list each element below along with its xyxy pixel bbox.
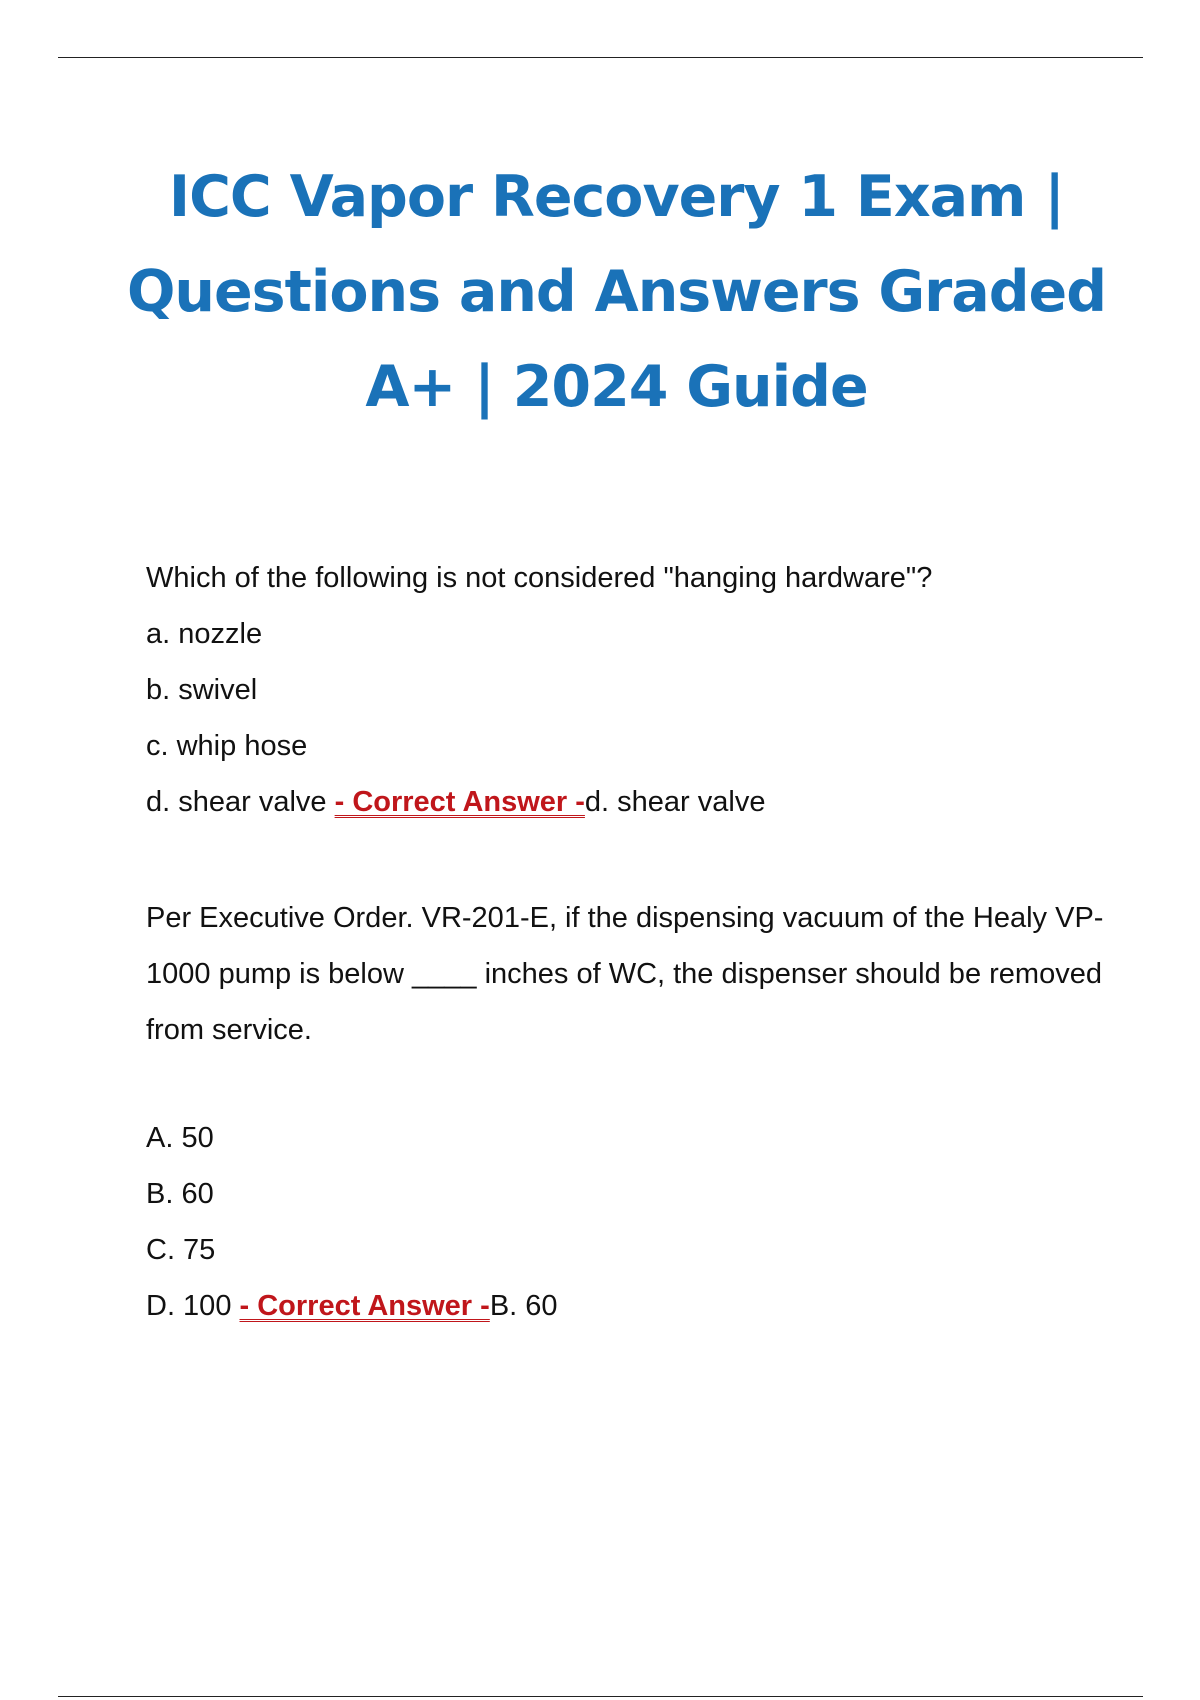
answer-option: b. swivel <box>146 674 258 706</box>
answer-option: C. 75 <box>146 1234 216 1266</box>
correct-answer-value: d. shear valve <box>584 786 766 818</box>
answer-option: c. whip hose <box>146 730 308 762</box>
bottom-divider <box>58 1696 1143 1697</box>
question-prompt: Per Executive Order. VR-201-E, if the dispensing vacuum of the Healy VP-1000 pump is below ____ inches of WC, the dispenser should be removed from service. <box>146 902 1104 1046</box>
document-title: ICC Vapor Recovery 1 Exam | Questions and Answers Graded A+ | 2024 Guide <box>126 164 1107 420</box>
answer-option: A. 50 <box>146 1122 214 1154</box>
correct-answer-value: B. 60 <box>489 1290 558 1322</box>
answer-option-with-correct-answer <box>146 1283 1106 1339</box>
answer-option: B. 60 <box>146 1178 214 1210</box>
correct-answer-label: - Correct Answer - <box>334 786 585 818</box>
correct-answer-label: - Correct Answer - <box>239 1290 490 1322</box>
answer-option: D. 100 <box>146 1290 240 1322</box>
question-2 <box>146 890 1106 1058</box>
answer-option-with-correct-answer <box>146 779 1106 835</box>
question-2-options <box>146 1115 1106 1339</box>
answer-option: a. nozzle <box>146 618 263 650</box>
question-prompt: Which of the following is not considered "hanging hardware"? <box>146 562 933 594</box>
question-1 <box>146 555 1106 835</box>
answer-option: d. shear valve <box>146 786 335 818</box>
top-divider <box>58 57 1143 58</box>
